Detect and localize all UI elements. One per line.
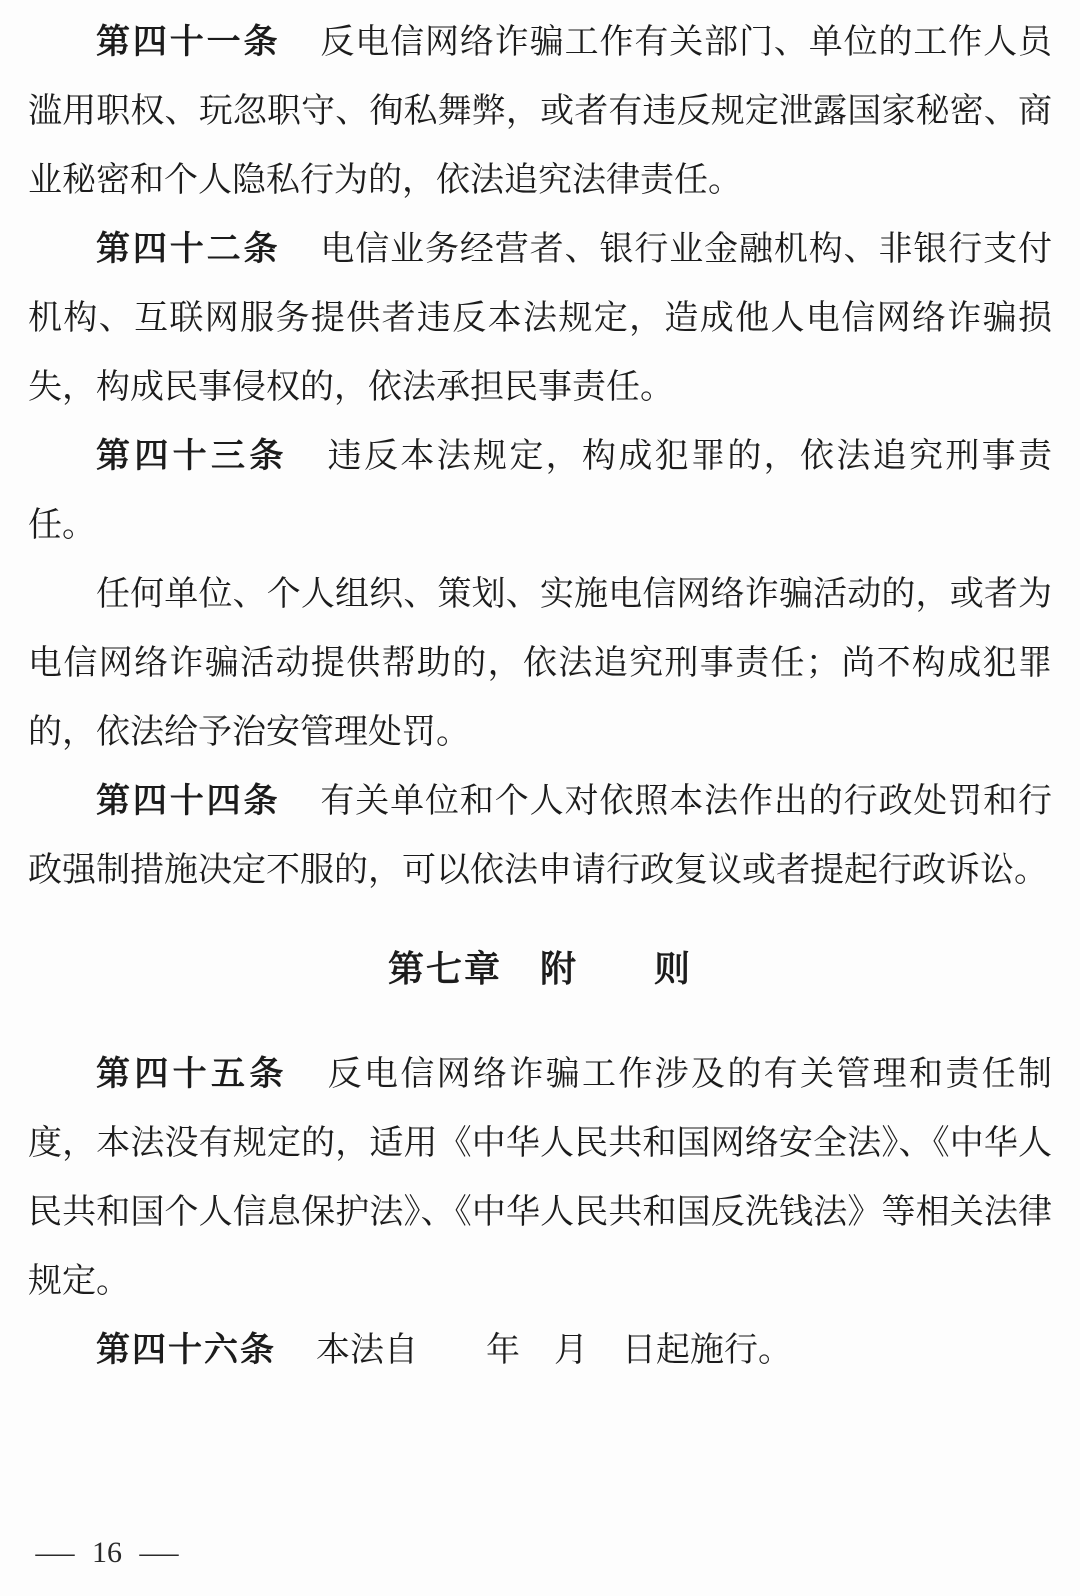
article-43-number: 第四十三条 [96, 438, 288, 475]
page-number-right-dash: — [139, 1536, 179, 1569]
article-42-text: 电信业务经营者、银行业金融机构、非银行支付机构、互联网服务提供者违反本法规定，造成他人电信网络诈骗损失，构成民事侵权的，依法承担民事责任。 [28, 231, 1053, 406]
article-43-paragraph [28, 422, 1052, 560]
page-number-left-dash: — [35, 1536, 75, 1569]
article-44-paragraph [28, 767, 1052, 905]
chapter-heading: 第七章 附 则 [387, 949, 692, 989]
article-45-paragraph [28, 1040, 1052, 1316]
article-41-text: 反电信网络诈骗工作有关部门、单位的工作人员滥用职权、玩忽职守、徇私舞弊，或者有违反规定泄露国家秘密、商业秘密和个人隐私行为的，依法追究法律责任。 [28, 24, 1053, 199]
article-46-text: 本法自 年 月 日起施行。 [316, 1332, 792, 1369]
article-44-number: 第四十四条 [96, 783, 281, 820]
article-46-paragraph [28, 1316, 1052, 1385]
article-42-number: 第四十二条 [96, 231, 281, 268]
page-footer [35, 1536, 179, 1570]
article-42-paragraph [28, 215, 1052, 422]
document-body [28, 8, 1052, 1385]
article-46-number: 第四十六条 [96, 1332, 276, 1369]
article-43-second-paragraph-text: 任何单位、个人组织、策划、实施电信网络诈骗活动的，或者为电信网络诈骗活动提供帮助的，依法追究刑事责任；尚不构成犯罪的，依法给予治安管理处罚。 [28, 576, 1052, 751]
page-number: 16 [92, 1536, 122, 1569]
article-43-second-paragraph [28, 560, 1052, 767]
article-41-number: 第四十一条 [96, 24, 281, 61]
article-45-number: 第四十五条 [96, 1056, 288, 1093]
article-45-text: 反电信网络诈骗工作涉及的有关管理和责任制度，本法没有规定的，适用《中华人民共和国网络安全法》、《中华人民共和国个人信息保护法》、《中华人民共和国反洗钱法》等相关法律规定。 [28, 1056, 1053, 1300]
article-41-paragraph [28, 8, 1052, 215]
article-43-text: 违反本法规定，构成犯罪的，依法追究刑事责任。 [28, 438, 1053, 544]
article-44-text: 有关单位和个人对依照本法作出的行政处罚和行政强制措施决定不服的，可以依法申请行政复议或者提起行政诉讼。 [28, 783, 1053, 889]
